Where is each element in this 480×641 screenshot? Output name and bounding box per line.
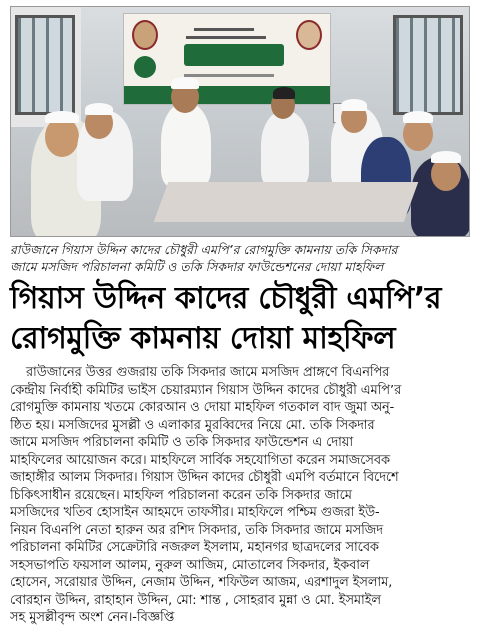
- banner-portrait-right: [296, 20, 322, 50]
- window-left: [15, 15, 75, 115]
- attendee-cap: [171, 77, 199, 89]
- banner-stripe: [124, 86, 330, 104]
- photo-caption: [10, 241, 470, 275]
- attendee-cap: [85, 103, 113, 115]
- banner-text-line: [194, 28, 254, 31]
- event-banner: [123, 13, 331, 105]
- attendee-cap: [341, 99, 367, 111]
- body-line: জামে মসজিদ পরিচালনা কমিটি ও তকি সিকদার ফাউন্ডেশন এ দোয়া: [10, 435, 354, 450]
- event-photo: [10, 6, 470, 237]
- attendee: [161, 103, 211, 187]
- floor-mat: [154, 182, 419, 222]
- window-right: [393, 15, 463, 115]
- attendee-cap: [45, 111, 79, 123]
- body-line: জাহাঙ্গীর আলম সিকদার। গিয়াস উদ্দিন কাদের চৌধুরী এমপি বর্তমানে বিদেশে: [10, 470, 399, 485]
- caption-line: রাউজানে গিয়াস উদ্দিন কাদের চৌধুরী এমপি’র রোগমুক্তি কামনায় তকি সিকদার: [10, 242, 398, 257]
- headline: [10, 279, 470, 359]
- body-line: সহ মুসল্লীবৃন্দ অংশ নেন।-বিজ্ঞপ্তি: [10, 610, 175, 625]
- body-line: রাউজানের উত্তর গুজরায় তকি সিকদার জামে মসজিদ প্রাঙ্গণে বিএনপির: [26, 365, 390, 380]
- body-line: ষ্ঠিত হয়। মসজিদের মুসল্লী ও এলাকার মুরব্বিদের নিয়ে মো. তকি সিকদার: [10, 417, 375, 433]
- attendee: [261, 111, 309, 187]
- news-clipping: [6, 4, 474, 635]
- article-body: [10, 364, 470, 627]
- attendee-head: [45, 117, 79, 157]
- body-line: নিয়ন বিএনপি নেতা হারুন অর রশিদ সিকদার, তকি সিকদার জামে মসজিদ: [10, 522, 383, 538]
- body-line: চিকিৎসাধীন রয়েছেন। মাহফিল পরিচালনা করেন তকি সিকদার জামে: [10, 487, 352, 503]
- body-line: কেন্দ্রীয় নির্বাহী কমিটির ভাইস চেয়ারম্যান গিয়াস উদ্দিন কাদের চৌধুরী এমপি’র: [10, 382, 402, 398]
- headline-line: রোগমুক্তি কামনায় দোয়া মাহফিল: [10, 321, 396, 356]
- banner-logo-icon: [134, 56, 156, 78]
- body-line: সহসভাপতি ফয়সাল আলম, নুরুল আজিম, মোতালেব সিকদার, ইকবাল: [10, 557, 370, 573]
- headline-line: গিয়াস উদ্দিন কাদের চৌধুরী এমপি’র: [10, 281, 442, 316]
- body-line: পরিচালনা কমিটির সেক্রেটারি নজরুল ইসলাম, মহানগর ছাত্রদলের সাবেক: [10, 540, 379, 555]
- banner-text-line: [184, 74, 274, 77]
- banner-title: [184, 44, 284, 66]
- body-line: বোরহান উদ্দিন, রাহাহান উদ্দিন, মো: শান্ত , সোহরাব মুন্না ও মো. ইসমাইল: [10, 592, 381, 608]
- body-line: মসজিদের খতিব হোসাইন আহমদে তাফসীর। মাহফিলে পশ্চিম গুজরা ইউ-: [10, 505, 380, 520]
- attendee-cap: [431, 151, 461, 163]
- banner-portrait-left: [132, 20, 158, 50]
- banner-text-line: [186, 36, 266, 39]
- attendee-cap: [403, 111, 433, 123]
- body-line: রোগমুক্তি কামনায় খতমে কোরআন ও দোয়া মাহফিল গতকাল বাদ জুমা অনু-: [10, 400, 395, 415]
- attendee-cap: [273, 87, 295, 99]
- body-line: হোসেন, সরোয়ার উদ্দিন, নেজাম উদ্দিন, শফিউল আজম, এরশাদুল ইসলাম,: [10, 575, 393, 590]
- caption-line: জামে মসজিদ পরিচালনা কমিটি ও তকি সিকদার ফাউন্ডেশনের দোয়া মাহফিল: [10, 259, 384, 274]
- body-line: মাহফিলের আয়োজন করে। মাহফিলে সার্বিক সহযোগিতা করেন সমাজসেবক: [10, 452, 390, 468]
